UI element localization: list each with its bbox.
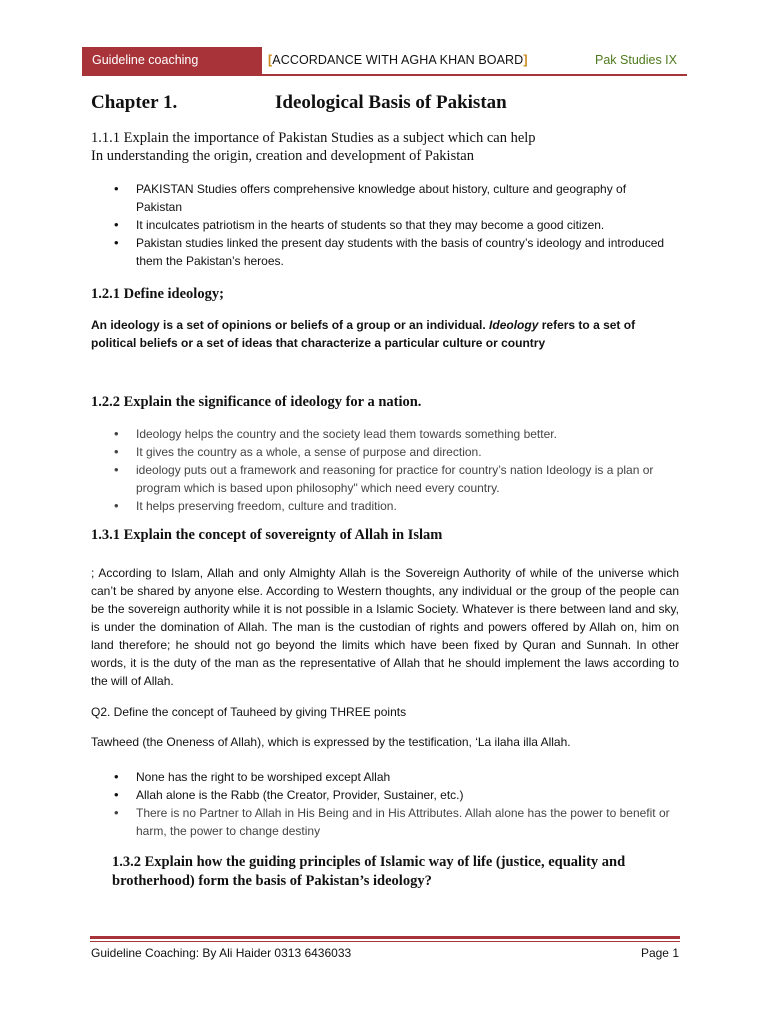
chapter-title: Ideological Basis of Pakistan — [275, 92, 507, 113]
question-111-line2: In understanding the origin, creation and development of Pakistan — [91, 148, 474, 164]
board-label: ACCORDANCE WITH AGHA KHAN BOARD — [272, 53, 524, 67]
paragraph-131: ; According to Islam, Allah and only Almighty Allah is the Sovereign Authority of while of the universe which can’t be shared by anyone else. According to Western thoughts, any individual or the group of the people can be the sovereign authority while it is not possible in a Islamic Society. Whatever is there between land and sky, is under the domination of Allah. The man is the custodian of rights and powers offered by Allah on, him on land therefore; he should not go beyond the limits which have been fixed by Quran and Sunnah. In other words, it is the duty of the man as the representative of Allah that he should implement the laws according to the will of Allah. — [91, 566, 679, 688]
header-subject: Pak Studies IX — [595, 53, 677, 67]
question-q2: Q2. Define the concept of Tauheed by giving THREE points — [91, 705, 407, 719]
list-111 — [112, 180, 672, 270]
list-item: • Allah alone is the Rabb (the Creator, Provider, Sustainer, etc.) — [112, 786, 672, 804]
list-q2 — [112, 768, 672, 840]
list-item: • Ideology helps the country and the society lead them towards something better. — [112, 425, 682, 443]
footer-credit: Guideline Coaching: By Ali Haider 0313 6436033 — [91, 946, 352, 960]
heading-131: 1.3.1 Explain the concept of sovereignty of Allah in Islam — [91, 527, 443, 543]
heading-122: 1.2.2 Explain the significance of ideology for a nation. — [91, 394, 422, 410]
list-item: • It helps preserving freedom, culture and tradition. — [112, 497, 682, 515]
definition-text-end: refers to a set of political beliefs or a set of ideas that characterize a particular culture or country — [91, 318, 636, 350]
page-number: Page 1 — [640, 946, 679, 960]
heading-132: 1.3.2 Explain how the guiding principles of Islamic way of life (justice, equality and brotherhood) form the basis of Pakistan’s ideology? — [112, 854, 626, 889]
definition-italic: Ideology — [489, 318, 539, 332]
header-divider — [82, 74, 687, 76]
chapter-label: Chapter 1. — [91, 92, 178, 113]
tawheed-intro: Tawheed (the Oneness of Allah), which is expressed by the testification, ‘La ilaha illa Allah. — [91, 735, 571, 749]
list-item: • Pakistan studies linked the present day students with the basis of country’s ideology and introduced them the Pakistan’s heroes. — [112, 234, 672, 270]
heading-121: 1.2.1 Define ideology; — [91, 286, 224, 302]
header-brand: Guideline coaching — [82, 47, 262, 74]
footer-divider — [90, 936, 680, 939]
list-item: • There is no Partner to Allah in His Being and in His Attributes. Allah alone has the power to benefit or harm, the power to change destiny — [112, 804, 672, 840]
definition-ideology — [91, 316, 679, 352]
list-item: • ideology puts out a framework and reasoning for practice for country’s nation Ideology is a plan or program which is based upon philosophy" which need every country. — [112, 461, 682, 497]
page-header — [82, 47, 687, 74]
list-item: • PAKISTAN Studies offers comprehensive knowledge about history, culture and geography of Pakistan — [112, 180, 672, 216]
list-item: • It inculcates patriotism in the hearts of students so that they may become a good citizen. — [112, 216, 672, 234]
question-111 — [91, 129, 691, 165]
list-item: • None has the right to be worshiped except Allah — [112, 768, 672, 786]
bracket-open: [ — [268, 53, 273, 67]
footer-divider-thin — [90, 941, 680, 942]
header-board — [268, 47, 528, 74]
bracket-close: ] — [523, 53, 528, 67]
list-122 — [112, 425, 682, 515]
list-item: • It gives the country as a whole, a sense of purpose and direction. — [112, 443, 682, 461]
question-111-line1: 1.1.1 Explain the importance of Pakistan Studies as a subject which can help — [91, 130, 536, 146]
definition-text-start: An ideology is a set of opinions or beliefs of a group or an individual. — [91, 318, 490, 332]
